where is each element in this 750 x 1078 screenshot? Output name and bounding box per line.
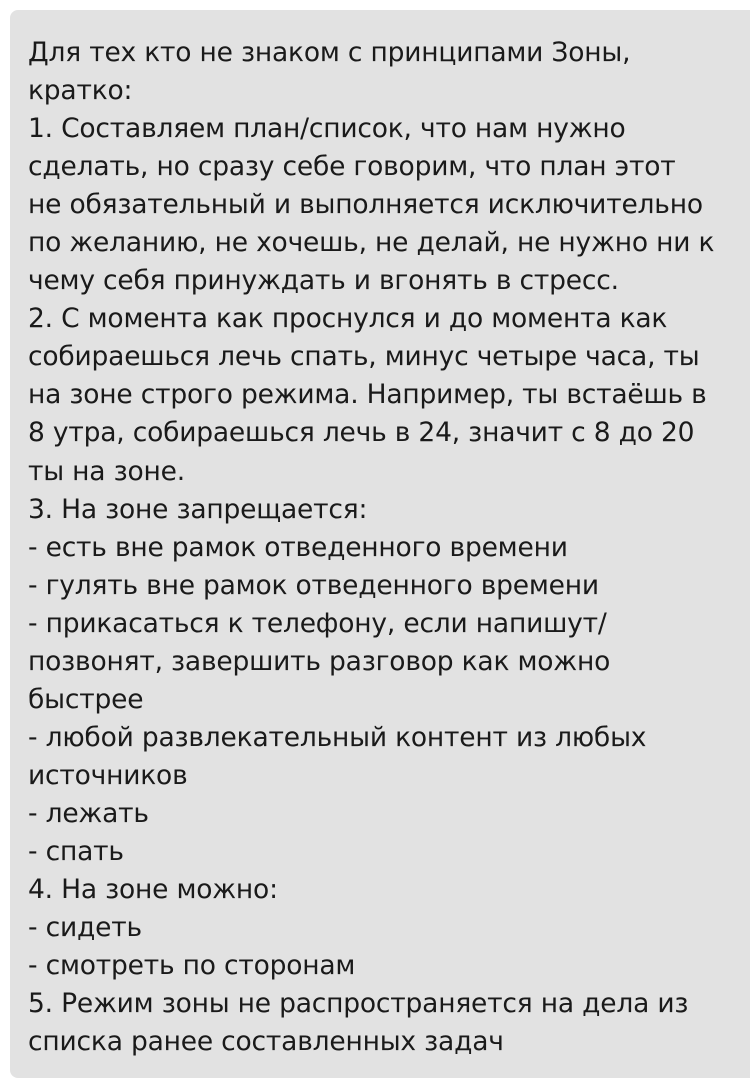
text-line: 2. С момента как проснулся и до момента как — [28, 303, 668, 335]
text-line: - гулять вне рамок отведенного времени — [28, 569, 599, 601]
text-line: - смотреть по сторонам — [28, 950, 356, 982]
text-line: чему себя принуждать и вгонять в стресс. — [28, 265, 619, 297]
text-line: источников — [28, 759, 188, 791]
text-line: 4. На зоне можно: — [28, 874, 278, 906]
text-line: на зоне строго режима. Например, ты встаёшь в — [28, 379, 707, 411]
text-line: собираешься лечь спать, минус четыре часа, ты — [28, 341, 700, 373]
text-line: сделать, но сразу себе говорим, что план этот — [28, 151, 676, 183]
text-line: ты на зоне. — [28, 455, 185, 487]
text-line: 5. Режим зоны не распространяется на дела из — [28, 988, 689, 1020]
text-line: не обязательный и выполняется исключительно — [28, 189, 703, 221]
text-line: списка ранее составленных задач — [28, 1026, 504, 1058]
text-line: - сидеть — [28, 912, 142, 944]
text-line: - лежать — [28, 797, 149, 829]
text-line: по желанию, не хочешь, не делай, не нужно ни к — [28, 227, 715, 259]
text-line: 8 утра, собираешься лечь в 24, значит с 8 до 20 — [28, 417, 695, 449]
text-line: - любой развлекательный контент из любых — [28, 721, 647, 753]
text-line: позвонят, завершить разговор как можно — [28, 645, 611, 677]
text-line: - прикасаться к телефону, если напишут/ — [28, 607, 607, 639]
text-line: 1. Составляем план/список, что нам нужно — [28, 113, 626, 145]
text-line: быстрее — [28, 683, 144, 715]
text-line: Для тех кто не знаком с принципами Зоны, — [28, 37, 631, 68]
text-line: кратко: — [28, 75, 133, 107]
text-line: - есть вне рамок отведенного времени — [28, 531, 568, 563]
text-line: - спать — [28, 835, 124, 867]
text-line: 3. На зоне запрещается: — [28, 493, 368, 525]
post-text-block — [10, 10, 750, 1078]
